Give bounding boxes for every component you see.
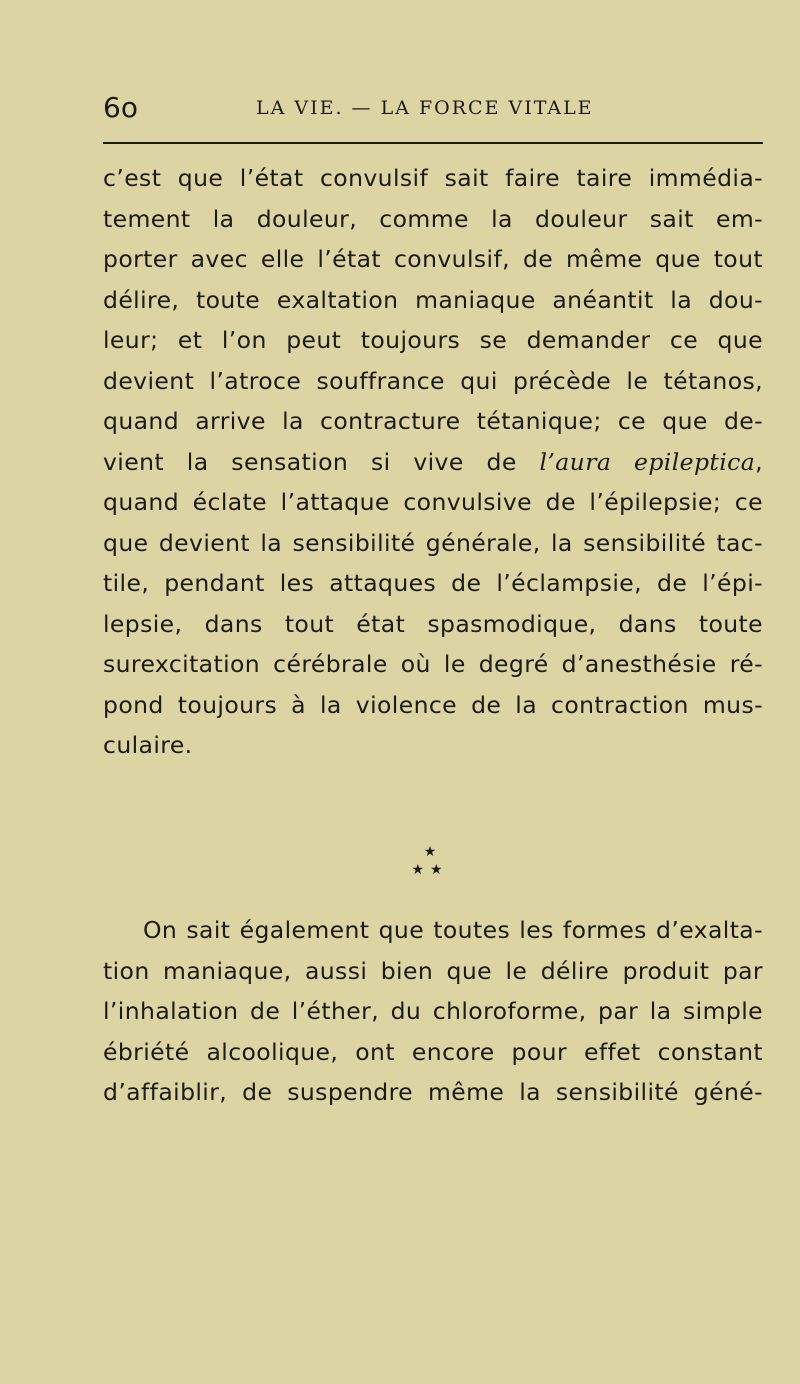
asterism-separator — [400, 845, 460, 895]
text-line: délire, toute exaltation maniaque anéantit la dou- — [103, 285, 763, 314]
paragraph-1 — [103, 158, 763, 766]
text-line: devient l’atroce souffrance qui précède le tétanos, — [103, 366, 763, 395]
text-line: pond toujours à la violence de la contraction mus- — [103, 690, 763, 719]
text-line: ébriété alcoolique, ont encore pour effet constant — [103, 1037, 763, 1066]
paragraph-2 — [103, 910, 763, 1113]
text-line: l’inhalation de l’éther, du chloroforme, par la simple — [103, 997, 763, 1025]
text-line: que devient la sensibilité générale, la sensibilité tac- — [103, 528, 763, 557]
text-line: quand éclate l’attaque convulsive de l’épilepsie; ce — [103, 488, 763, 516]
text-line: culaire. — [103, 731, 193, 759]
text-line-with-italic — [103, 442, 763, 483]
asterism-top: ★ — [423, 844, 437, 860]
text-line: tement la douleur, comme la douleur sait em- — [103, 204, 763, 233]
text-line: tile, pendant les attaques de l’éclampsie, de l’épi- — [103, 569, 763, 597]
text-line: c’est que l’état convulsif sait faire taire immédia- — [103, 164, 763, 192]
text-line: leur; et l’on peut toujours se demander ce que — [103, 326, 763, 354]
text-line: d’affaiblir, de suspendre même la sensibilité géné- — [103, 1078, 763, 1106]
asterism-bottom: ★★ — [411, 862, 449, 878]
text-line: On sait également que toutes les formes d’exalta- — [143, 916, 763, 944]
italic-term: l’aura epileptica — [539, 447, 756, 476]
text-segment: , — [755, 447, 763, 476]
header-rule — [103, 142, 763, 144]
page-number: 6o — [103, 91, 138, 124]
text-line: tion maniaque, aussi bien que le délire produit par — [103, 956, 763, 985]
running-head: LA VIE. — LA FORCE VITALE — [256, 97, 594, 119]
text-line: surexcitation cérébrale où le degré d’anesthésie ré- — [103, 650, 763, 678]
text-line: lepsie, dans tout état spasmodique, dans toute — [103, 609, 763, 638]
page-header — [103, 88, 763, 128]
text-segment: vient la sensation si vive de — [103, 447, 540, 476]
text-line: quand arrive la contracture tétanique; ce que de- — [103, 407, 763, 435]
text-line: porter avec elle l’état convulsif, de même que tout — [103, 245, 763, 273]
